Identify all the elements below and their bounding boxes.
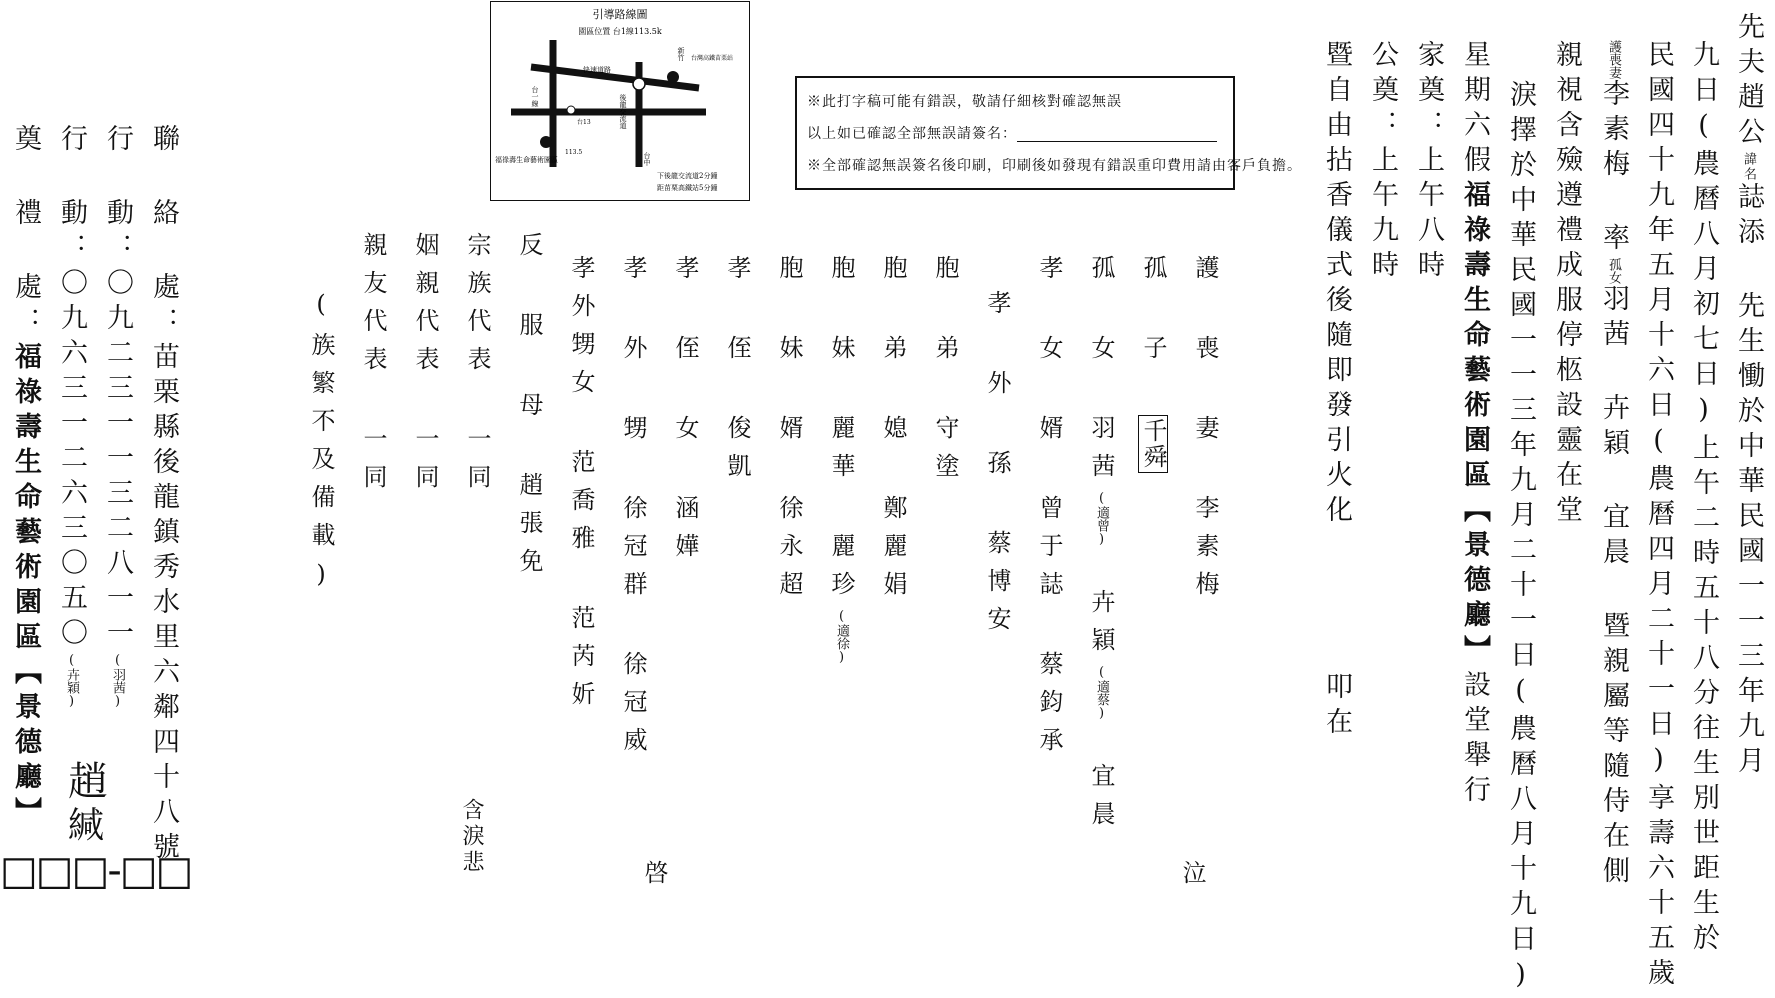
obituary-line-1: 先夫趙公諱名誌添 先生慟於中華民國一一三年九月 bbox=[1733, 12, 1764, 781]
family-row bbox=[881, 255, 905, 609]
family-row bbox=[725, 255, 749, 491]
sender-name: 趙 bbox=[68, 759, 108, 805]
family-name: 俊凱 bbox=[723, 415, 751, 491]
family-row bbox=[413, 232, 437, 502]
obituary-line-3: 民國四十九年五月十六日(農曆四月二十一日)享壽六十五歲 bbox=[1643, 40, 1674, 993]
notice-line-3: ※全部確認無誤簽名後印刷，印刷後如發現有錯誤重印費用請由客戶負擔。 bbox=[807, 158, 1302, 174]
map-title: 引導路線圖 bbox=[592, 8, 648, 21]
family-name: 守塗 bbox=[931, 415, 959, 491]
family-note-2: (適徐) bbox=[834, 609, 849, 665]
obituary-line-9: 公奠：上午九時 bbox=[1367, 40, 1398, 285]
family-row bbox=[1141, 255, 1165, 473]
sender-seal-placeholder: □□□-□□ bbox=[0, 848, 192, 894]
family-name: 千舜 bbox=[1138, 415, 1168, 473]
obituary-line-8: 家奠：上午八時 bbox=[1413, 40, 1444, 285]
map-label-road1: 台一線 bbox=[531, 86, 539, 107]
obituary-line-10: 暨自由拈香儀式後隨即發引火化 bbox=[1321, 40, 1352, 530]
family-title: 孤 女 bbox=[1087, 255, 1115, 373]
map-label-road4: 台中 bbox=[643, 152, 651, 166]
family-title: (族繁不及備載) bbox=[307, 290, 335, 602]
family-name: 趙張免 bbox=[515, 472, 543, 586]
map-label-east: 快速道路 bbox=[583, 66, 611, 74]
obituary-line-2: 九日(農曆八月初七日)上午二時五十八分往生別世距生於 bbox=[1688, 40, 1719, 958]
family-title: 孝 女 婿 bbox=[1035, 255, 1063, 453]
family-title: 孝 外 孫 bbox=[983, 290, 1011, 488]
family-name-2: 麗珍 bbox=[827, 533, 855, 609]
family-name: 麗華 bbox=[827, 415, 855, 491]
family-row bbox=[361, 232, 385, 502]
family-name-2: 范芮妡 bbox=[567, 605, 595, 719]
obituary-line-6: 淚擇於中華民國一一三年九月二十一日(農曆八月十九日) bbox=[1505, 80, 1536, 998]
family-name: 曾于誌 bbox=[1035, 495, 1063, 609]
family-note: (適曾) bbox=[1094, 491, 1109, 547]
map-label-km: 113.5 bbox=[565, 149, 583, 156]
family-row bbox=[985, 290, 1009, 644]
map-label-road2: 台13 bbox=[577, 119, 591, 126]
notice-line-2: 以上如已確認全部無誤請簽名： bbox=[807, 118, 1223, 150]
family-title: 孝 外 甥 bbox=[619, 255, 647, 453]
family-name-3: 宜晨 bbox=[1087, 763, 1115, 839]
family-name-2: 徐冠威 bbox=[619, 651, 647, 765]
mobile-1: 行 動：〇九二三一一三二八一一(羽茜) bbox=[102, 124, 133, 709]
family-title: 孝 侄 女 bbox=[671, 255, 699, 453]
obituary-line-5: 親視含殮遵禮成服停柩設靈在堂 bbox=[1551, 40, 1582, 530]
family-title: 反 服 母 bbox=[515, 232, 543, 430]
family-title: 親友代表 bbox=[359, 232, 387, 384]
announce-mark: 啓 bbox=[640, 860, 668, 898]
tears-mark: 含淚悲 bbox=[459, 798, 484, 876]
map-note-2: 距苗栗高鐵站5分鐘 bbox=[657, 184, 718, 192]
family-name: 一同 bbox=[411, 426, 439, 502]
proof-notice-box bbox=[795, 76, 1302, 190]
obituary-line-7: 星期六假福祿壽生命藝術園區【景德廳】設堂舉行 bbox=[1459, 40, 1490, 810]
family-title: 宗族代表 bbox=[463, 232, 491, 384]
family-title: 護 喪 妻 bbox=[1191, 255, 1219, 453]
map-label-fuluk: 福祿壽生命藝術園區 bbox=[495, 156, 558, 164]
family-row bbox=[777, 255, 801, 609]
family-row bbox=[621, 255, 645, 765]
family-name: 蔡博安 bbox=[983, 530, 1011, 644]
family-note-2: (適蔡) bbox=[1094, 665, 1109, 721]
family-title: 姻親代表 bbox=[411, 232, 439, 384]
family-title: 孤 子 bbox=[1139, 255, 1167, 373]
route-map bbox=[490, 1, 750, 201]
map-subtitle: 園區位置 台1線113.5k bbox=[578, 27, 662, 36]
family-row bbox=[933, 255, 957, 491]
family-row bbox=[517, 232, 541, 586]
obituary-line-4: 護喪妻李素梅 率孤女羽茜 卉穎 宜晨 暨親屬等隨侍在側 bbox=[1598, 40, 1629, 891]
family-name: 范喬雅 bbox=[567, 449, 595, 563]
family-name: 一同 bbox=[463, 426, 491, 502]
family-name: 涵嬅 bbox=[671, 495, 699, 571]
family-name: 李素梅 bbox=[1191, 495, 1219, 609]
family-title: 孝 侄 bbox=[723, 255, 751, 373]
family-title: 胞 妹 婿 bbox=[775, 255, 803, 453]
family-row bbox=[465, 232, 489, 502]
family-name: 一同 bbox=[359, 426, 387, 502]
family-name: 徐永超 bbox=[775, 495, 803, 609]
sender-seal-char: 緘 bbox=[68, 805, 105, 846]
family-row bbox=[1193, 255, 1217, 609]
family-name-2: 卉穎 bbox=[1087, 589, 1115, 665]
map-note-1: 下後龍交流道2分鐘 bbox=[657, 172, 718, 180]
family-row bbox=[829, 255, 853, 665]
family-title: 孝外甥女 bbox=[567, 255, 595, 407]
family-name-2: 蔡鈞承 bbox=[1035, 651, 1063, 765]
family-row bbox=[309, 290, 333, 602]
family-title: 胞 弟 媳 bbox=[879, 255, 907, 453]
family-row bbox=[673, 255, 697, 571]
map-label-hsinchu: 新竹 bbox=[677, 47, 685, 61]
family-name: 鄭麗娟 bbox=[879, 495, 907, 609]
family-title: 胞 妹 bbox=[827, 255, 855, 373]
family-title: 胞 弟 bbox=[931, 255, 959, 373]
venue: 奠 禮 處：福祿壽生命藝術園區【景德廳】 bbox=[10, 124, 41, 832]
notice-line-1: ※此打字稿可能有錯誤，敬請仔細核對確認無誤 bbox=[807, 94, 1122, 110]
map-label-road3: 後龍交流道 bbox=[619, 94, 627, 129]
family-row bbox=[1089, 255, 1113, 839]
liaison-address: 聯 絡 處：苗栗縣後龍鎮秀水里六鄰四十八號 bbox=[148, 124, 179, 867]
family-row bbox=[1037, 255, 1061, 765]
family-name: 徐冠群 bbox=[619, 495, 647, 609]
map-label-city: 台灣高鐵苗栗站 bbox=[691, 55, 734, 62]
signature-line[interactable] bbox=[1017, 127, 1217, 142]
respect-mark: 叩在 bbox=[1321, 672, 1352, 742]
weep-mark: 泣 bbox=[1178, 860, 1206, 898]
family-name: 羽茜 bbox=[1087, 415, 1115, 491]
mobile-2: 行 動：〇九六三一二六三〇五〇(卉穎) bbox=[56, 124, 87, 709]
family-row bbox=[569, 255, 593, 719]
